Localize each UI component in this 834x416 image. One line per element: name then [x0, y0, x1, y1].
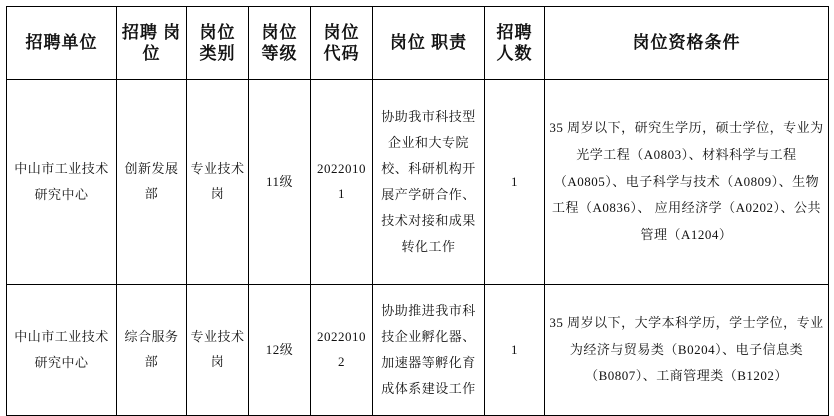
- cell-qualification: 35 周岁以下，大学本科学历，学士学位，专业为经济与贸易类（B0204）、电子信息类（B0807）、工商管理类（B1202）: [545, 285, 829, 416]
- cell-qualification: 35 周岁以下，研究生学历，硕士学位，专业为光学工程（A0803）、材料科学与工程（A0805）、电子科学与技术（A0809）、生物工程（A0836）、 应用经济学（A0202）、公共管理（A1204）: [545, 80, 829, 285]
- column-header-type: 岗位 类别: [187, 7, 249, 80]
- table-body: [7, 80, 829, 416]
- table-row: [7, 80, 829, 285]
- cell-number: 1: [485, 80, 545, 285]
- column-header-grade: 岗位 等级: [249, 7, 311, 80]
- column-header-duty: 岗位 职责: [373, 7, 485, 80]
- recruitment-table: [6, 6, 829, 416]
- cell-number: 1: [485, 285, 545, 416]
- column-header-qualification: 岗位资格条件: [545, 7, 829, 80]
- cell-type: 专业技术岗: [187, 285, 249, 416]
- cell-code: 20220102: [311, 285, 373, 416]
- column-header-number: 招聘 人数: [485, 7, 545, 80]
- column-header-post: 招聘 岗位: [117, 7, 187, 80]
- cell-duty: 协助我市科技型企业和大专院校、科研机构开展产学研合作、技术对接和成果转化工作: [373, 80, 485, 285]
- cell-post: 综合服务部: [117, 285, 187, 416]
- column-header-code: 岗位 代码: [311, 7, 373, 80]
- table-header-row: [7, 7, 829, 80]
- cell-grade: 11级: [249, 80, 311, 285]
- cell-grade: 12级: [249, 285, 311, 416]
- table-header: [7, 7, 829, 80]
- cell-code: 20220101: [311, 80, 373, 285]
- cell-type: 专业技术岗: [187, 80, 249, 285]
- cell-duty: 协助推进我市科技企业孵化器、加速器等孵化育成体系建设工作: [373, 285, 485, 416]
- cell-post: 创新发展部: [117, 80, 187, 285]
- table-row: [7, 285, 829, 416]
- column-header-unit: 招聘单位: [7, 7, 117, 80]
- cell-unit: 中山市工业技术研究中心: [7, 80, 117, 285]
- cell-unit: 中山市工业技术研究中心: [7, 285, 117, 416]
